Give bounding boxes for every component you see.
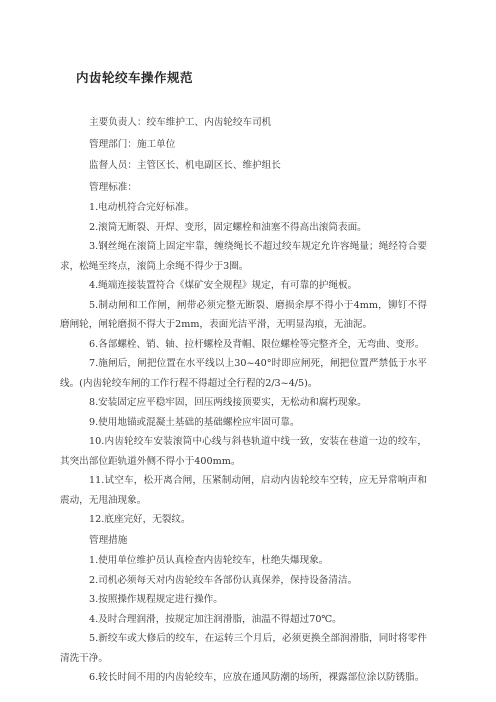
standard-item: 3.钢丝绳在滚筒上固定牢靠，缠绕绳长不超过绞车规定允许容绳量；绳经符合要求，松绳至终点，滚筒上余绳不得少于3圈。 xyxy=(60,241,427,272)
measure-item: 1.使用单位维护员认真检查内齿轮绞车，杜绝失爆现象。 xyxy=(89,555,329,566)
standards-heading: 管理标准： xyxy=(89,181,137,193)
responsible-line: 主要负责人：绞车维护工、内齿轮绞车司机 xyxy=(89,117,272,128)
measure-item: 3.按照操作规程规定进行操作。 xyxy=(89,594,223,605)
document-body xyxy=(60,112,427,688)
standard-item: 5.制动闸和工作闸，闸带必须完整无断裂、磨损余厚不得小于4mm，铆钉不得磨闸轮，闸轮磨损不得大于2mm，表面光洁平滑，无明显沟痕，无油泥。 xyxy=(60,299,427,330)
standard-item: 4.绳端连接装置符合《煤矿安全规程》规定，有可靠的护绳板。 xyxy=(89,280,358,291)
measure-item: 6.较长时间不用的内齿轮绞车，应放在通风防潮的场所，裸露部位涂以防锈脂。 xyxy=(89,672,425,683)
standard-item: 7.施闸后，闸把位置在水平线以上30~40°时即应闸死，闸把位置严禁低于水平线。(内齿轮绞车闸的工作行程不得超过全行程的2/3~4/5)。 xyxy=(60,358,427,389)
standard-item: 9.使用地锚或混凝土基础的基础螺栓应牢固可靠。 xyxy=(89,416,300,428)
measure-item: 2.司机必须每天对内齿轮绞车各部份认真保养，保持设备清洁。 xyxy=(89,574,358,586)
standard-item: 12.底座完好，无裂纹。 xyxy=(89,514,191,525)
document-title: 内齿轮绞车操作规范 xyxy=(76,70,194,85)
measures-heading: 管理措施 xyxy=(89,534,128,546)
standard-item: 2.滚筒无断裂、开焊、变形，固定螺栓和油塞不得高出滚筒表面。 xyxy=(89,221,367,233)
standard-item: 10.内齿轮绞车安装滚筒中心线与斜巷轨道中线一致，安装在巷道一边的绞车，其突出部位距轨道外侧不得小于400mm。 xyxy=(60,436,427,467)
standard-item: 8.安装固定应平稳牢固，回压两线接顶要实，无松动和腐朽现象。 xyxy=(89,397,367,408)
supervisor-line: 监督人员：主管区长、机电副区长、维护组长 xyxy=(89,160,281,171)
standard-item: 6.各部螺栓、销、轴、拉杆螺栓及背帽、限位螺栓等完整齐全，无弯曲、变形。 xyxy=(89,338,425,350)
measure-item: 5.新绞车或大修后的绞车，在运转三个月后，必须更换全部润滑脂，同时将零件清洗干净。 xyxy=(60,633,427,664)
department-line: 管理部门：施工单位 xyxy=(89,138,176,150)
standard-item: 11.试空车，松开离合闸，压紧制动闸，启动内齿轮绞车空转，应无异常响声和震动，无甩油现象。 xyxy=(60,475,427,506)
standard-item: 1.电动机符合完好标准。 xyxy=(89,202,195,213)
measure-item: 4.及时合理润滑，按规定加注润滑脂，油温不得超过70℃。 xyxy=(89,613,342,625)
